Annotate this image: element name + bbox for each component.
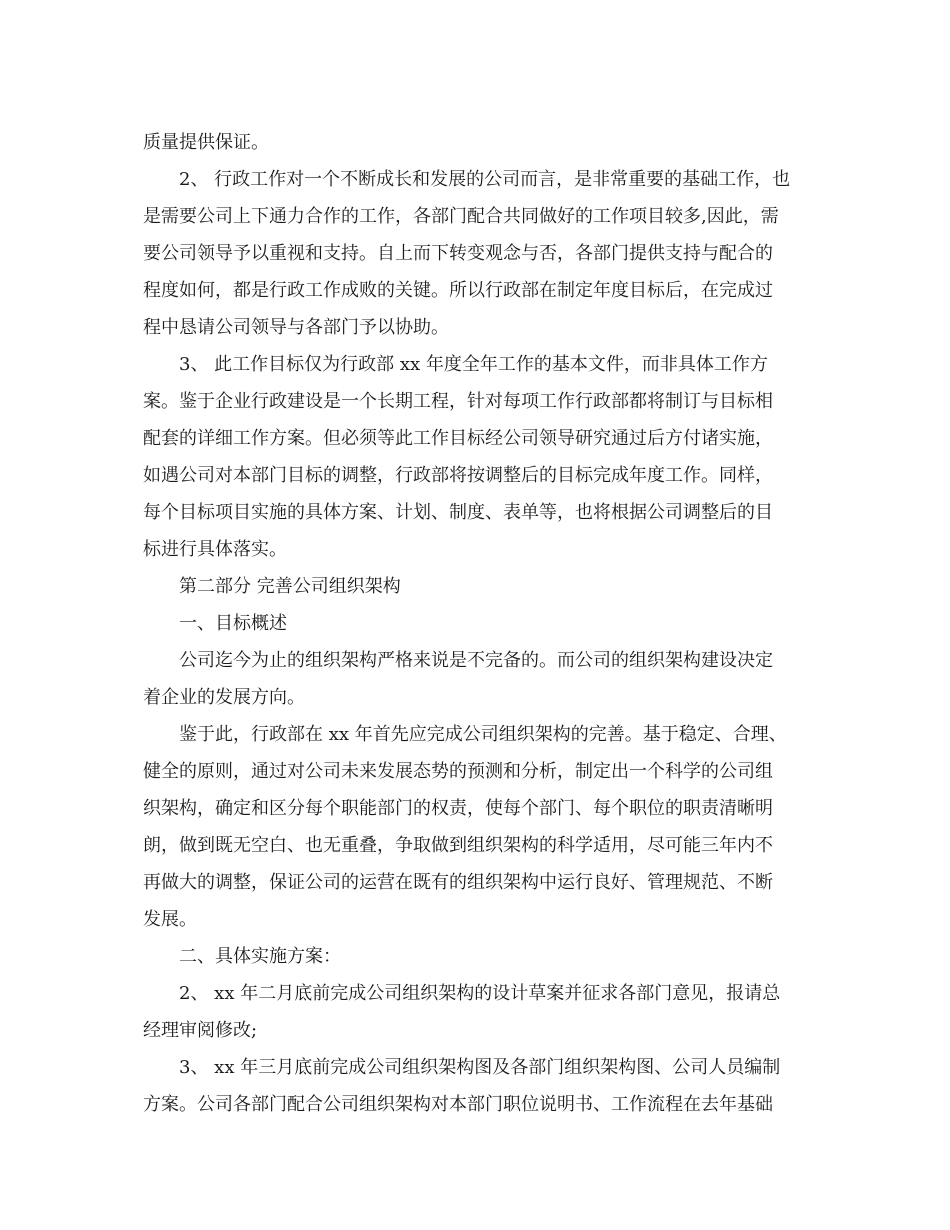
text-line: 程中恳请公司领导与各部门予以协助。 — [143, 317, 449, 338]
text-line: 着企业的发展方向。 — [143, 687, 305, 708]
text-line: 3、 xx 年三月底前完成公司组织架构图及各部门组织架构图、公司人员编制 — [179, 1057, 781, 1078]
text-line: 方案。公司各部门配合公司组织架构对本部门职位说明书、工作流程在去年基础 — [143, 1094, 773, 1115]
section-heading: 第二部分 完善公司组织架构 — [179, 576, 401, 597]
text-line: 经理审阅修改; — [143, 1020, 258, 1041]
subsection-heading: 二、具体实施方案： — [179, 946, 341, 967]
text-line: 织架构，确定和区分每个职能部门的权责，使每个部门、每个职位的职责清晰明 — [143, 798, 773, 819]
subsection-heading: 一、目标概述 — [179, 613, 287, 634]
text-line: 发展。 — [143, 909, 197, 930]
text-line: 2、 xx 年二月底前完成公司组织架构的设计草案并征求各部门意见，报请总 — [179, 983, 781, 1004]
text-line: 配套的详细工作方案。但必须等此工作目标经公司领导研究通过后方付诸实施， — [143, 428, 773, 449]
text-line: 每个目标项目实施的具体方案、计划、制度、表单等，也将根据公司调整后的目 — [143, 502, 773, 523]
text-line: 2、 行政工作对一个不断成长和发展的公司而言，是非常重要的基础工作，也 — [179, 169, 791, 190]
text-line: 案。鉴于企业行政建设是一个长期工程，针对每项工作行政部都将制订与目标相 — [143, 391, 773, 412]
text-line: 朗，做到既无空白、也无重叠，争取做到组织架构的科学适用，尽可能三年内不 — [143, 835, 773, 856]
text-line: 鉴于此，行政部在 xx 年首先应完成公司组织架构的完善。基于稳定、合理、 — [179, 724, 787, 745]
text-line: 如遇公司对本部门目标的调整，行政部将按调整后的目标完成年度工作。同样， — [143, 465, 773, 486]
text-line: 质量提供保证。 — [143, 132, 269, 153]
text-line: 再做大的调整，保证公司的运营在既有的组织架构中运行良好、管理规范、不断 — [143, 872, 773, 893]
text-line: 标进行具体落实。 — [143, 539, 287, 560]
text-line: 要公司领导予以重视和支持。自上而下转变观念与否，各部门提供支持与配合的 — [143, 243, 773, 264]
text-line: 程度如何，都是行政工作成败的关键。所以行政部在制定年度目标后，在完成过 — [143, 280, 773, 301]
text-line: 3、 此工作目标仅为行政部 xx 年度全年工作的基本文件，而非具体工作方 — [179, 354, 768, 375]
text-line: 健全的原则，通过对公司未来发展态势的预测和分析，制定出一个科学的公司组 — [143, 761, 773, 782]
text-line: 是需要公司上下通力合作的工作，各部门配合共同做好的工作项目较多,因此，需 — [143, 206, 779, 227]
document-body — [143, 124, 808, 1123]
text-line: 公司迄今为止的组织架构严格来说是不完备的。而公司的组织架构建设决定 — [179, 650, 773, 671]
